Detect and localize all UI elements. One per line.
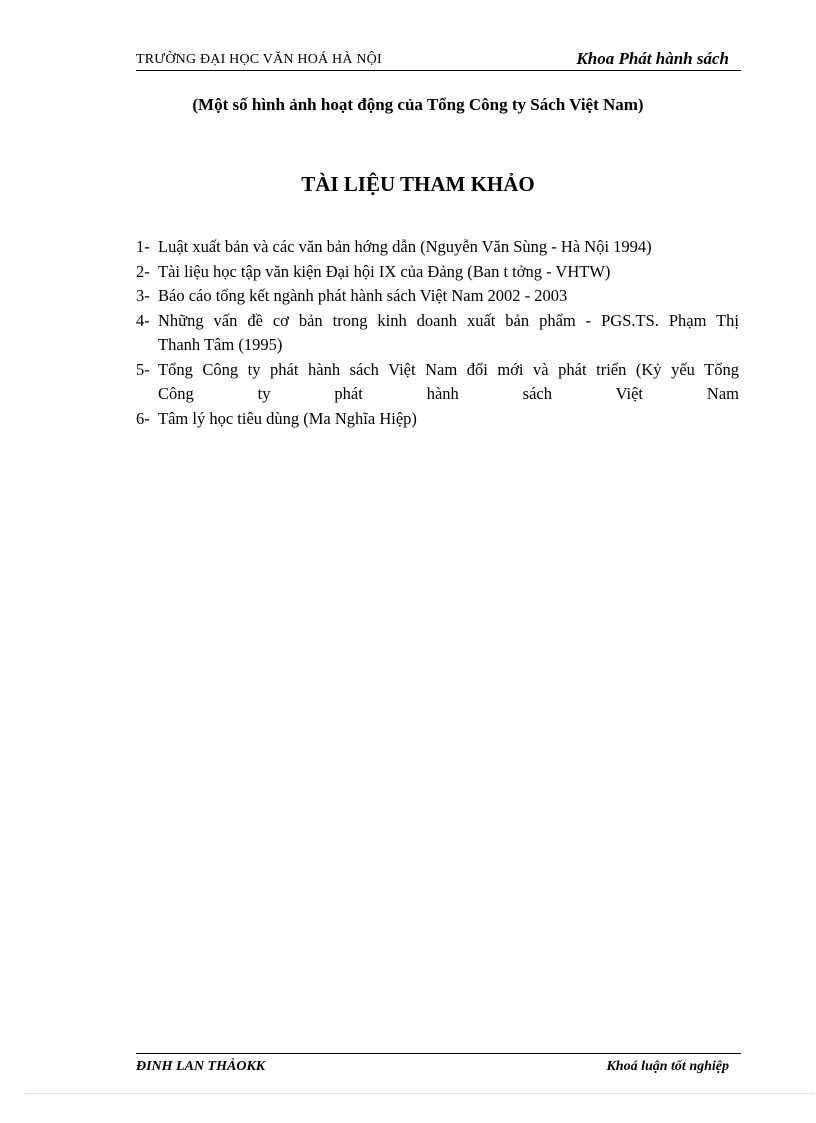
list-item-text: Báo cáo tổng kết ngành phát hành sách Việt Nam 2002 - 2003 bbox=[158, 286, 568, 305]
list-item-text bbox=[158, 358, 739, 407]
list-item-number: 6- bbox=[136, 408, 150, 428]
list-item-number: 1- bbox=[136, 237, 150, 256]
list-item-text-line: Thanh Tâm (1995) bbox=[158, 335, 283, 354]
author-name: ĐINH LAN THẢOKK bbox=[136, 1059, 266, 1074]
image-caption: (Một số hình ảnh hoạt động của Tổng Công ty Sách Việt Nam) bbox=[192, 95, 644, 114]
document-type: Khoá luận tốt nghiệp bbox=[606, 1059, 729, 1074]
list-item-text bbox=[158, 309, 739, 358]
reference-list bbox=[136, 235, 739, 431]
list-item-text: Tài liệu học tập văn kiện Đại hội IX của Đảng (Ban t tởng - VHTW) bbox=[158, 261, 611, 281]
list-item-number: 2- bbox=[136, 261, 150, 281]
list-item bbox=[136, 358, 739, 407]
list-item bbox=[136, 309, 739, 358]
page-bottom-divider bbox=[24, 1093, 814, 1094]
list-item-number: 5- bbox=[136, 359, 150, 379]
page-footer bbox=[136, 1053, 741, 1078]
list-item-text: Tâm lý học tiêu dùng (Ma Nghĩa Hiệp) bbox=[158, 408, 417, 428]
school-name: TRƯỜNG ĐẠI HỌC VĂN HOÁ HÀ NỘI bbox=[136, 52, 382, 67]
list-item bbox=[136, 235, 739, 260]
list-item bbox=[136, 407, 739, 432]
page-header bbox=[136, 48, 741, 71]
list-item-text: Luật xuất bản và các văn bản hớng dẫn (Nguyễn Văn Sùng - Hà Nội 1994) bbox=[158, 237, 652, 256]
list-item-text-line: Những vấn đề cơ bản trong kinh doanh xuất bản phẩm - PGS.TS. Phạm Thị bbox=[158, 310, 739, 330]
page-title: TÀI LIỆU THAM KHẢO bbox=[301, 172, 535, 196]
list-item-text-line: Công ty phát hành sách Việt Nam bbox=[158, 384, 739, 403]
list-item-number: 3- bbox=[136, 286, 150, 305]
list-item-text-line: Tổng Công ty phát hành sách Việt Nam đổi mới và phát triển (Kỷ yếu Tổng bbox=[158, 359, 739, 379]
faculty-name: Khoa Phát hành sách bbox=[576, 49, 729, 68]
list-item-number: 4- bbox=[136, 310, 150, 330]
list-item bbox=[136, 284, 739, 309]
list-item bbox=[136, 260, 739, 285]
